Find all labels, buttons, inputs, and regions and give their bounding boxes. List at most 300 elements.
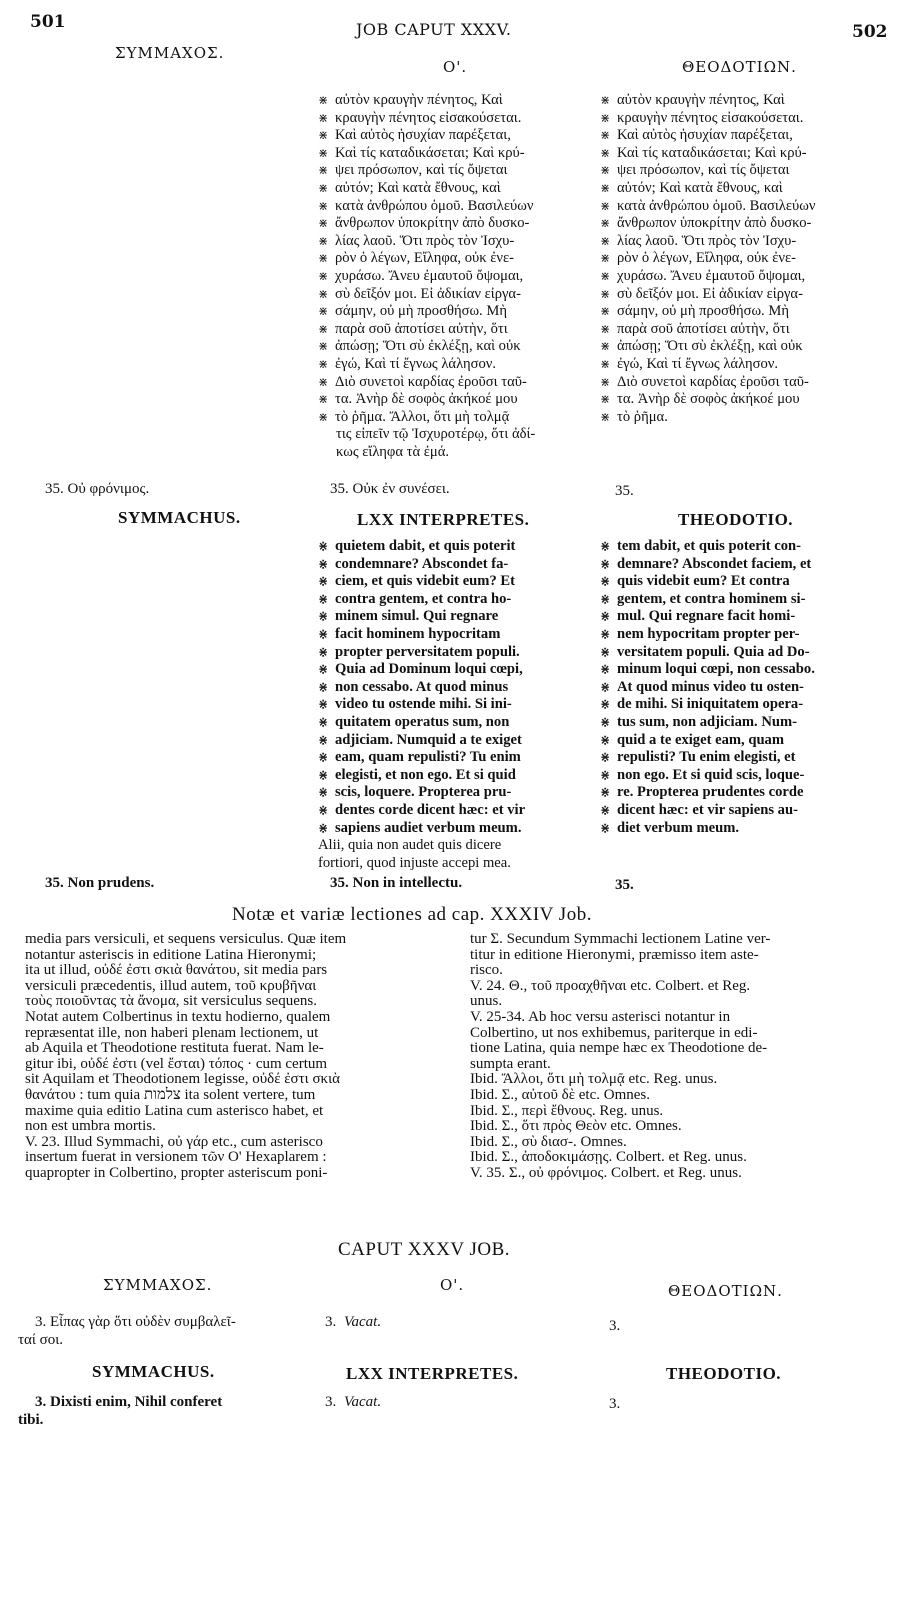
text-line — [318, 661, 600, 679]
text-line — [318, 855, 600, 873]
line-text: Διὸ συνετοὶ καρδίας ἐροῦσι ταῦ- — [335, 373, 527, 390]
text-line — [600, 767, 880, 785]
note-line — [470, 1119, 890, 1135]
line-text: θανάτου : tum quia צלמות ita solent vertere, tum — [25, 1086, 316, 1103]
asterisk-icon: ⋇ — [600, 591, 611, 606]
line-text: tione Latina, quia nempe hæc ex Theodotione de- — [470, 1040, 768, 1057]
text-line — [318, 250, 600, 268]
text-line — [318, 215, 600, 233]
line-text: scis, loquere. Propterea pru- — [335, 784, 512, 801]
line-text: σάμην, οὐ μὴ προσθήσω. Μὴ — [335, 303, 507, 320]
asterisk-icon: ⋇ — [600, 644, 611, 659]
notes-title: Notæ et variæ lectiones ad cap. XXXIV Job. — [232, 904, 592, 925]
asterisk-icon: ⋇ — [318, 93, 329, 107]
line-text: ἀπώσῃ; Ὅτι σὺ ἐκλέξῃ, καὶ οὐκ — [335, 338, 521, 355]
asterisk-icon: ⋇ — [318, 539, 329, 553]
asterisk-icon: ⋇ — [600, 145, 611, 160]
line-text: notantur asteriscis in editione Latina Hieronymi; — [25, 946, 317, 963]
note-line — [25, 932, 445, 948]
caput-latin-v3-symmachus-line1: 3. Dixisti enim, Nihil conferet — [35, 1394, 223, 1410]
asterisk-icon: ⋇ — [600, 198, 611, 213]
line-text: σὺ δεῖξόν μοι. Εἰ ἀδικίαν εἰργα- — [617, 285, 803, 302]
asterisk-icon: ⋇ — [600, 785, 611, 800]
asterisk-icon: ⋇ — [318, 556, 329, 571]
latin-header-symmachus: SYMMACHUS. — [118, 508, 241, 527]
latin-lxx-text — [318, 538, 600, 837]
line-text: risco. — [470, 962, 503, 979]
line-text: ψει πρόσωπον, καὶ τίς ὄψεται — [617, 162, 790, 179]
page-number-left: 501 — [30, 12, 66, 32]
line-text: elegisti, et non ego. Et si quid — [335, 766, 516, 783]
text-line — [600, 321, 880, 339]
text-line — [600, 714, 880, 732]
line-text: sumpta erant. — [470, 1055, 551, 1072]
text-line — [600, 391, 880, 409]
text-line — [336, 444, 600, 462]
text-line — [600, 608, 880, 626]
line-text: κατὰ ἀνθρώπου ὁμοῦ. Βασιλεύων — [617, 197, 816, 214]
line-text: τα. Ἀνὴρ δὲ σοφὸς ἀκήκοέ μου — [335, 391, 518, 408]
line-text: κραυγὴν πένητος εἰσακούσεται. — [335, 109, 522, 126]
note-line — [470, 1104, 890, 1120]
latin-header-theodotion: THEODOTIO. — [678, 510, 794, 529]
text-line — [600, 556, 880, 574]
note-line — [25, 1041, 445, 1057]
asterisk-icon: ⋇ — [318, 128, 329, 143]
text-line — [318, 374, 600, 392]
line-text: αὐτὸν κραυγὴν πένητος, Καὶ — [617, 92, 785, 108]
text-line — [600, 356, 880, 374]
note-line — [470, 1026, 890, 1042]
note-line — [470, 1166, 890, 1182]
line-text: κατὰ ἀνθρώπου ὁμοῦ. Βασιλεύων — [335, 197, 534, 214]
text-line — [318, 767, 600, 785]
line-text: κραυγὴν πένητος εἰσακούσεται. — [617, 109, 804, 126]
note-line — [470, 979, 890, 995]
greek-header-lxx: Ο'. — [443, 58, 468, 76]
latin-v35-theodotion: 35. — [615, 877, 634, 893]
asterisk-icon: ⋇ — [318, 644, 329, 659]
line-text: maxime quia editio Latina cum asterisco habet, et — [25, 1102, 324, 1119]
line-text: Καὶ τίς καταδικάσεται; Καὶ κρύ- — [335, 144, 525, 161]
line-text: non ego. Et si quid scis, loque- — [617, 766, 805, 783]
line-text: repræsentat ille, non haberi plenam lectionem, ut — [25, 1024, 319, 1041]
note-line — [25, 963, 445, 979]
text-line — [318, 127, 600, 145]
line-text: dicent hæc: et vir sapiens au- — [617, 801, 798, 818]
line-text: ab Aquila et Theodotione restituta fuerat. Nam le- — [25, 1040, 324, 1057]
line-text: Καὶ αὐτὸς ἡσυχίαν παρέξεται, — [617, 127, 793, 144]
text-line — [318, 145, 600, 163]
note-line — [470, 963, 890, 979]
line-text: V. 23. Illud Symmachi, οὐ γάρ etc., cum asterisco — [25, 1133, 323, 1150]
text-line — [318, 714, 600, 732]
note-line — [25, 979, 445, 995]
caput-greek-v3-lxx-num: 3. — [325, 1314, 337, 1330]
line-text: αὐτὸν κραυγὴν πένητος, Καὶ — [335, 92, 503, 108]
line-text: ἄνθρωπον ὑποκρίτην ἀπὸ δυσκο- — [335, 215, 530, 232]
text-line — [318, 679, 600, 697]
asterisk-icon: ⋇ — [318, 609, 329, 624]
asterisk-icon: ⋇ — [600, 163, 611, 178]
text-line — [600, 233, 880, 251]
line-text: non cessabo. At quod minus — [335, 678, 509, 695]
line-text: ciem, et quis videbit eum? Et — [335, 573, 515, 590]
asterisk-icon: ⋇ — [600, 233, 611, 248]
line-text: dentes corde dicent hæc: et vir — [335, 801, 526, 818]
running-title: JOB CAPUT XXXV. — [356, 20, 512, 39]
asterisk-icon: ⋇ — [600, 356, 611, 371]
text-line — [318, 162, 600, 180]
text-line — [600, 679, 880, 697]
line-text: ἄνθρωπον ὑποκρίτην ἀπὸ δυσκο- — [617, 215, 812, 232]
text-line — [600, 644, 880, 662]
text-line — [318, 110, 600, 128]
text-line — [600, 303, 880, 321]
latin-header-lxx: LXX INTERPRETES. — [357, 510, 530, 529]
asterisk-icon: ⋇ — [600, 339, 611, 354]
line-text: versiculi præcedentis, illud autem, τοῦ κρυβῆναι — [25, 977, 317, 994]
line-text: tus sum, non adjiciam. Num- — [617, 713, 798, 730]
asterisk-icon: ⋇ — [600, 820, 611, 835]
line-text: τοὺς ποιοῦντας τὰ ἄνομα, sit versiculus sequens. — [25, 993, 317, 1010]
caput-greek-header-lxx: Ο'. — [440, 1276, 465, 1294]
asterisk-icon: ⋇ — [318, 732, 329, 747]
note-line — [470, 932, 890, 948]
line-text: re. Propterea prudentes corde — [617, 784, 804, 801]
asterisk-icon: ⋇ — [318, 180, 329, 195]
line-text: versitatem populi. Quia ad Do- — [617, 643, 810, 660]
text-line — [600, 661, 880, 679]
text-line — [600, 215, 880, 233]
note-line — [25, 1166, 445, 1182]
caput-latin-v3-lxx-num: 3. — [325, 1394, 337, 1410]
asterisk-icon: ⋇ — [600, 626, 611, 641]
line-text: minem simul. Qui regnare — [335, 608, 499, 625]
line-text: sapiens audiet verbum meum. — [335, 819, 522, 836]
text-line — [318, 802, 600, 820]
asterisk-icon: ⋇ — [600, 556, 611, 571]
text-line — [600, 180, 880, 198]
line-text: insertum fuerat in versionem τῶν O' Hexaplarem : — [25, 1149, 327, 1166]
asterisk-icon: ⋇ — [318, 216, 329, 231]
line-text: Ibid. Σ., σὺ διασ-. Omnes. — [470, 1133, 627, 1150]
line-text: Καὶ τίς καταδικάσεται; Καὶ κρύ- — [617, 144, 807, 161]
text-line — [600, 250, 880, 268]
greek-lxx-text — [318, 92, 600, 426]
note-line — [470, 1135, 890, 1151]
text-line — [318, 556, 600, 574]
line-text: unus. — [470, 993, 503, 1010]
line-text: tem dabit, et quis poterit con- — [617, 538, 802, 554]
text-line — [600, 538, 880, 556]
line-text: At quod minus video tu osten- — [617, 678, 804, 695]
asterisk-icon: ⋇ — [318, 714, 329, 729]
asterisk-icon: ⋇ — [600, 409, 611, 424]
line-text: τα. Ἀνὴρ δὲ σοφὸς ἀκήκοέ μου — [617, 391, 800, 408]
line-text: παρὰ σοῦ ἀποτίσει αὐτὴν, ὅτι — [617, 320, 790, 337]
line-text: ἐγώ, Καὶ τί ἔγνως λάλησον. — [617, 355, 779, 372]
asterisk-icon: ⋇ — [318, 268, 329, 283]
asterisk-icon: ⋇ — [318, 679, 329, 694]
asterisk-icon: ⋇ — [318, 110, 329, 125]
text-line — [318, 837, 600, 855]
asterisk-icon: ⋇ — [318, 820, 329, 835]
line-text: gentem, et contra hominem si- — [617, 590, 806, 607]
caput-latin-header-theodotion: THEODOTIO. — [666, 1364, 782, 1383]
asterisk-icon: ⋇ — [318, 339, 329, 354]
note-line — [25, 1150, 445, 1166]
text-line — [600, 409, 880, 427]
asterisk-icon: ⋇ — [600, 714, 611, 729]
line-text: fortiori, quod injuste accepi mea. — [318, 854, 511, 871]
text-line — [600, 145, 880, 163]
text-line — [600, 732, 880, 750]
text-line — [600, 162, 880, 180]
text-line — [600, 591, 880, 609]
greek-v35-lxx: 35. Οὐκ ἐν συνέσει. — [330, 481, 450, 497]
latin-lxx-tail-text — [318, 837, 600, 872]
note-line — [470, 1057, 890, 1073]
caput-greek-v3-symmachus-line2: ταί σοι. — [18, 1332, 64, 1348]
line-text: Alii, quia non audet quis dicere — [318, 837, 502, 853]
text-line — [318, 338, 600, 356]
text-line — [318, 784, 600, 802]
note-line — [25, 1119, 445, 1135]
greek-header-theodotion: ΘΕΟΔΟΤΙΩΝ. — [682, 58, 797, 76]
line-text: quis videbit eum? Et contra — [617, 573, 790, 590]
asterisk-icon: ⋇ — [600, 321, 611, 336]
asterisk-icon: ⋇ — [318, 233, 329, 248]
note-line — [470, 948, 890, 964]
greek-lxx-tail-text — [336, 426, 600, 461]
asterisk-icon: ⋇ — [600, 609, 611, 624]
latin-v35-lxx: 35. Non in intellectu. — [330, 875, 463, 891]
line-text: ἀπώσῃ; Ὅτι σὺ ἐκλέξῃ, καὶ οὐκ — [617, 338, 803, 355]
text-line — [318, 180, 600, 198]
asterisk-icon: ⋇ — [600, 251, 611, 266]
line-text: media pars versiculi, et sequens versiculus. Quæ item — [25, 931, 347, 947]
asterisk-icon: ⋇ — [318, 251, 329, 266]
caput-greek-v3-lxx-text: Vacat. — [344, 1314, 382, 1330]
text-line — [600, 198, 880, 216]
line-text: V. 25-34. Ab hoc versu asterisci notantur in — [470, 1008, 731, 1025]
line-text: eam, quam repulisti? Tu enim — [335, 749, 521, 766]
line-text: αὐτόν; Καὶ κατὰ ἔθνους, καὶ — [617, 179, 783, 196]
note-line — [25, 948, 445, 964]
text-line — [318, 198, 600, 216]
text-line — [318, 321, 600, 339]
text-line — [318, 233, 600, 251]
line-text: λίας λαοῦ. Ὅτι πρὸς τὸν Ἰσχυ- — [335, 232, 515, 249]
line-text: titur in editione Hieronymi, præmisso item aste- — [470, 946, 759, 963]
text-line — [318, 626, 600, 644]
asterisk-icon: ⋇ — [318, 198, 329, 213]
asterisk-icon: ⋇ — [600, 732, 611, 747]
asterisk-icon: ⋇ — [600, 767, 611, 782]
asterisk-icon: ⋇ — [600, 110, 611, 125]
greek-v35-theodotion: 35. — [615, 483, 634, 499]
line-text: χυράσω. Ἄνευ ἐμαυτοῦ ὄψομαι, — [335, 267, 524, 284]
line-text: Ibid. Σ., ὅτι πρὸς Θεὸν etc. Omnes. — [470, 1118, 682, 1135]
asterisk-icon: ⋇ — [600, 679, 611, 694]
line-text: σὺ δεῖξόν μοι. Εἰ ἀδικίαν εἰργα- — [335, 285, 521, 302]
text-line — [318, 591, 600, 609]
asterisk-icon: ⋇ — [318, 145, 329, 160]
text-line — [600, 626, 880, 644]
line-text: tur Σ. Secundum Symmachi lectionem Latine ver- — [470, 931, 771, 947]
line-text: video tu ostende mihi. Si ini- — [335, 696, 512, 713]
line-text: Ibid. Ἄλλοι, ὅτι μὴ τολμᾷ etc. Reg. unus. — [470, 1071, 718, 1088]
asterisk-icon: ⋇ — [318, 356, 329, 371]
asterisk-icon: ⋇ — [318, 767, 329, 782]
text-line — [600, 802, 880, 820]
line-text: Καὶ αὐτὸς ἡσυχίαν παρέξεται, — [335, 127, 511, 144]
line-text: propter perversitatem populi. — [335, 643, 520, 660]
page-number-right: 502 — [852, 22, 888, 42]
note-line — [470, 1072, 890, 1088]
text-line — [318, 732, 600, 750]
note-line — [25, 1088, 445, 1104]
line-text: gitur ibi, οὐδέ ἐστι (vel ἔσται) τόπος · cum certum — [25, 1055, 328, 1072]
asterisk-icon: ⋇ — [600, 268, 611, 283]
asterisk-icon: ⋇ — [318, 802, 329, 817]
asterisk-icon: ⋇ — [318, 574, 329, 589]
text-line — [600, 820, 880, 838]
note-line — [25, 1026, 445, 1042]
line-text: παρὰ σοῦ ἀποτίσει αὐτὴν, ὅτι — [335, 320, 508, 337]
asterisk-icon: ⋇ — [318, 591, 329, 606]
text-line — [318, 391, 600, 409]
text-line — [318, 303, 600, 321]
text-line — [318, 409, 600, 427]
line-text: ita ut illud, οὐδέ ἐστι σκιὰ θανάτου, sit media pars — [25, 962, 328, 979]
text-line — [600, 268, 880, 286]
text-line — [600, 573, 880, 591]
caput-latin-header-symmachus: SYMMACHUS. — [92, 1362, 215, 1381]
asterisk-icon: ⋇ — [318, 750, 329, 765]
line-text: Quia ad Dominum loqui cœpi, — [335, 661, 523, 678]
text-line — [600, 127, 880, 145]
line-text: quitatem operatus sum, non — [335, 713, 510, 730]
asterisk-icon: ⋇ — [600, 128, 611, 143]
line-text: adjiciam. Numquid a te exiget — [335, 731, 522, 748]
line-text: mul. Qui regnare facit homi- — [617, 608, 796, 625]
text-line — [600, 110, 880, 128]
caput-title: CAPUT XXXV JOB. — [338, 1239, 511, 1260]
line-text: τὸ ῥῆμα. Ἄλλοι, ὅτι μὴ τολμᾷ — [335, 408, 510, 425]
text-line — [318, 820, 600, 838]
line-text: Colbertino, ut nos exhibemus, pariterque in edi- — [470, 1024, 758, 1041]
asterisk-icon: ⋇ — [318, 662, 329, 677]
line-text: condemnare? Abscondet fa- — [335, 555, 509, 572]
text-line — [600, 286, 880, 304]
text-line — [600, 784, 880, 802]
note-line — [25, 1010, 445, 1026]
text-line — [318, 749, 600, 767]
asterisk-icon: ⋇ — [318, 785, 329, 800]
asterisk-icon: ⋇ — [318, 697, 329, 712]
caput-greek-v3-symmachus-line1: 3. Εἶπας γὰρ ὅτι οὐδὲν συμβαλεῖ- — [35, 1314, 236, 1330]
text-line — [318, 286, 600, 304]
text-line — [600, 749, 880, 767]
note-line — [470, 1150, 890, 1166]
line-text: κως εἴληφα τὰ ἐμά. — [336, 443, 450, 460]
line-text: Ibid. Σ., περὶ ἔθνους. Reg. unus. — [470, 1102, 664, 1119]
asterisk-icon: ⋇ — [600, 392, 611, 407]
caput-latin-v3-symmachus-line2: tibi. — [18, 1412, 44, 1428]
line-text: σάμην, οὐ μὴ προσθήσω. Μὴ — [617, 303, 789, 320]
asterisk-icon: ⋇ — [318, 374, 329, 389]
line-text: quapropter in Colbertino, propter asteriscum poni- — [25, 1164, 328, 1181]
text-line — [600, 92, 880, 110]
note-line — [470, 1010, 890, 1026]
asterisk-icon: ⋇ — [600, 216, 611, 231]
line-text: facit hominem hypocritam — [335, 625, 501, 642]
line-text: de mihi. Si iniquitatem opera- — [617, 696, 804, 713]
line-text: αὐτόν; Καὶ κατὰ ἔθνους, καὶ — [335, 179, 501, 196]
asterisk-icon: ⋇ — [600, 286, 611, 301]
asterisk-icon: ⋇ — [600, 374, 611, 389]
line-text: diet verbum meum. — [617, 819, 740, 836]
text-line — [600, 374, 880, 392]
note-line — [25, 1135, 445, 1151]
caput-greek-v3-theodotion: 3. — [609, 1318, 621, 1334]
notes-right-column — [470, 932, 890, 1182]
line-text: Notat autem Colbertinus in textu hodierno, qualem — [25, 1008, 331, 1025]
asterisk-icon: ⋇ — [318, 409, 329, 424]
note-line — [25, 1057, 445, 1073]
text-line — [318, 538, 600, 556]
text-line — [318, 608, 600, 626]
line-text: Ibid. Σ., αὐτοῦ δὲ etc. Omnes. — [470, 1086, 650, 1103]
caput-latin-header-lxx: LXX INTERPRETES. — [346, 1364, 519, 1383]
note-line — [470, 994, 890, 1010]
line-text: minum loqui cœpi, non cessabo. — [617, 661, 815, 678]
line-text: quid a te exiget eam, quam — [617, 731, 785, 748]
text-line — [318, 268, 600, 286]
line-text: quietem dabit, et quis poterit — [335, 538, 516, 554]
note-line — [25, 994, 445, 1010]
caput-latin-v3-lxx-text: Vacat. — [344, 1394, 382, 1410]
greek-theodotion-text — [600, 92, 880, 426]
asterisk-icon: ⋇ — [318, 286, 329, 301]
line-text: Ibid. Σ., ἀποδοκιμάσῃς. Colbert. et Reg. unus. — [470, 1149, 747, 1166]
asterisk-icon: ⋇ — [318, 626, 329, 641]
asterisk-icon: ⋇ — [600, 697, 611, 712]
line-text: non est umbra mortis. — [25, 1118, 156, 1135]
line-text: τὸ ῥῆμα. — [617, 408, 668, 425]
line-text: Διὸ συνετοὶ καρδίας ἐροῦσι ταῦ- — [617, 373, 809, 390]
text-line — [318, 644, 600, 662]
line-text: λίας λαοῦ. Ὅτι πρὸς τὸν Ἰσχυ- — [617, 232, 797, 249]
asterisk-icon: ⋇ — [318, 304, 329, 319]
line-text: nem hypocritam propter per- — [617, 625, 800, 642]
text-line — [318, 356, 600, 374]
text-line — [600, 338, 880, 356]
line-text: ψει πρόσωπον, καὶ τίς ὄψεται — [335, 162, 508, 179]
asterisk-icon: ⋇ — [600, 304, 611, 319]
text-line — [600, 696, 880, 714]
line-text: ἐγώ, Καὶ τί ἔγνως λάλησον. — [335, 355, 497, 372]
text-line — [318, 573, 600, 591]
latin-v35-symmachus: 35. Non prudens. — [45, 875, 155, 891]
caput-greek-header-symmachus: ΣΥΜΜΑΧΟΣ. — [103, 1276, 213, 1294]
asterisk-icon: ⋇ — [318, 163, 329, 178]
asterisk-icon: ⋇ — [600, 93, 611, 107]
line-text: contra gentem, et contra ho- — [335, 590, 512, 607]
asterisk-icon: ⋇ — [318, 392, 329, 407]
